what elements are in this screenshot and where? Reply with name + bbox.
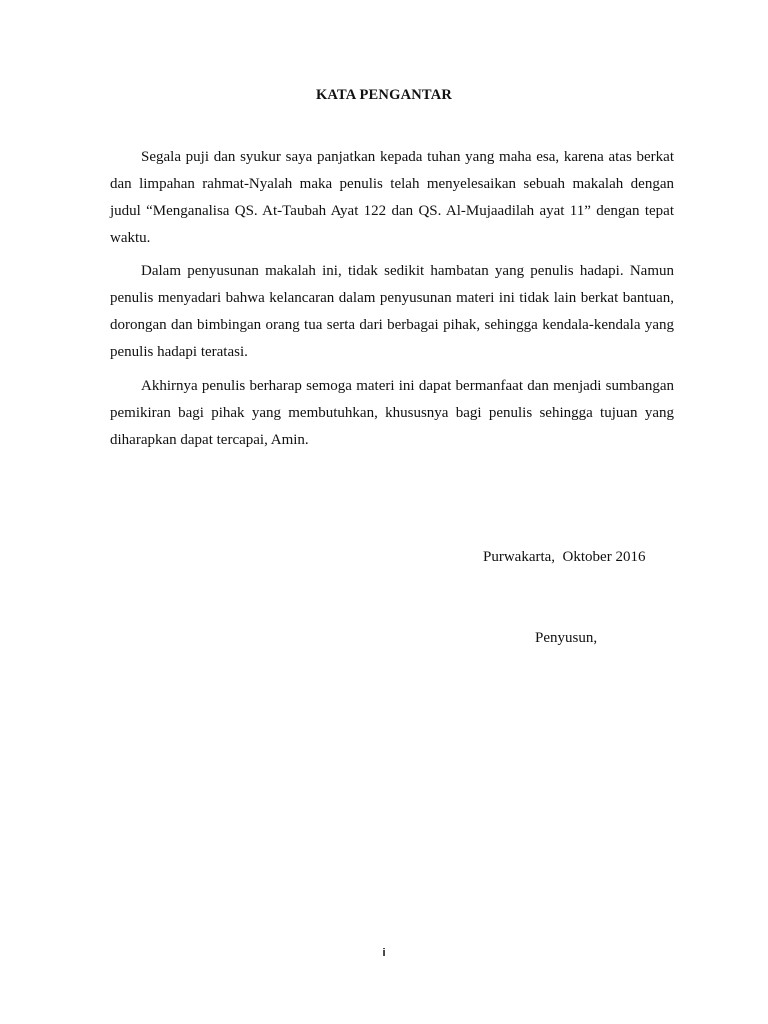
signer-label: Penyusun,: [535, 630, 598, 646]
paragraph-1: [110, 144, 674, 252]
page-number: i: [382, 947, 386, 959]
paragraph-3: [110, 373, 674, 454]
page-title: KATA PENGANTAR: [315, 87, 453, 103]
paragraph-text: Segala puji dan syukur saya panjatkan kepada tuhan yang maha esa, karena atas berkat dan limpahan rahmat-Nyalah maka penulis telah menyelesaikan sebuah makalah dengan judul “Menganalisa QS. At-Taubah Ayat 122 dan QS. Al-Mujaadilah ayat 11” dengan tepat waktu.: [110, 149, 674, 246]
paragraph-text: Akhirnya penulis berharap semoga materi ini dapat bermanfaat dan menjadi sumbangan pemikiran bagi pihak yang membutuhkan, khususnya bagi penulis sehingga tujuan yang diharapkan dapat tercapai, Amin.: [110, 378, 674, 448]
paragraph-text: Dalam penyusunan makalah ini, tidak sedikit hambatan yang penulis hadapi. Namun penulis menyadari bahwa kelancaran dalam penyusunan materi ini tidak lain berkat bantuan, dorongan dan bimbingan orang tua serta dari berbagai pihak, sehingga kendala-kendala yang penulis hadapi teratasi.: [110, 263, 674, 360]
place-and-date: Purwakarta, Oktober 2016: [483, 549, 646, 565]
paragraph-2: [110, 258, 674, 366]
